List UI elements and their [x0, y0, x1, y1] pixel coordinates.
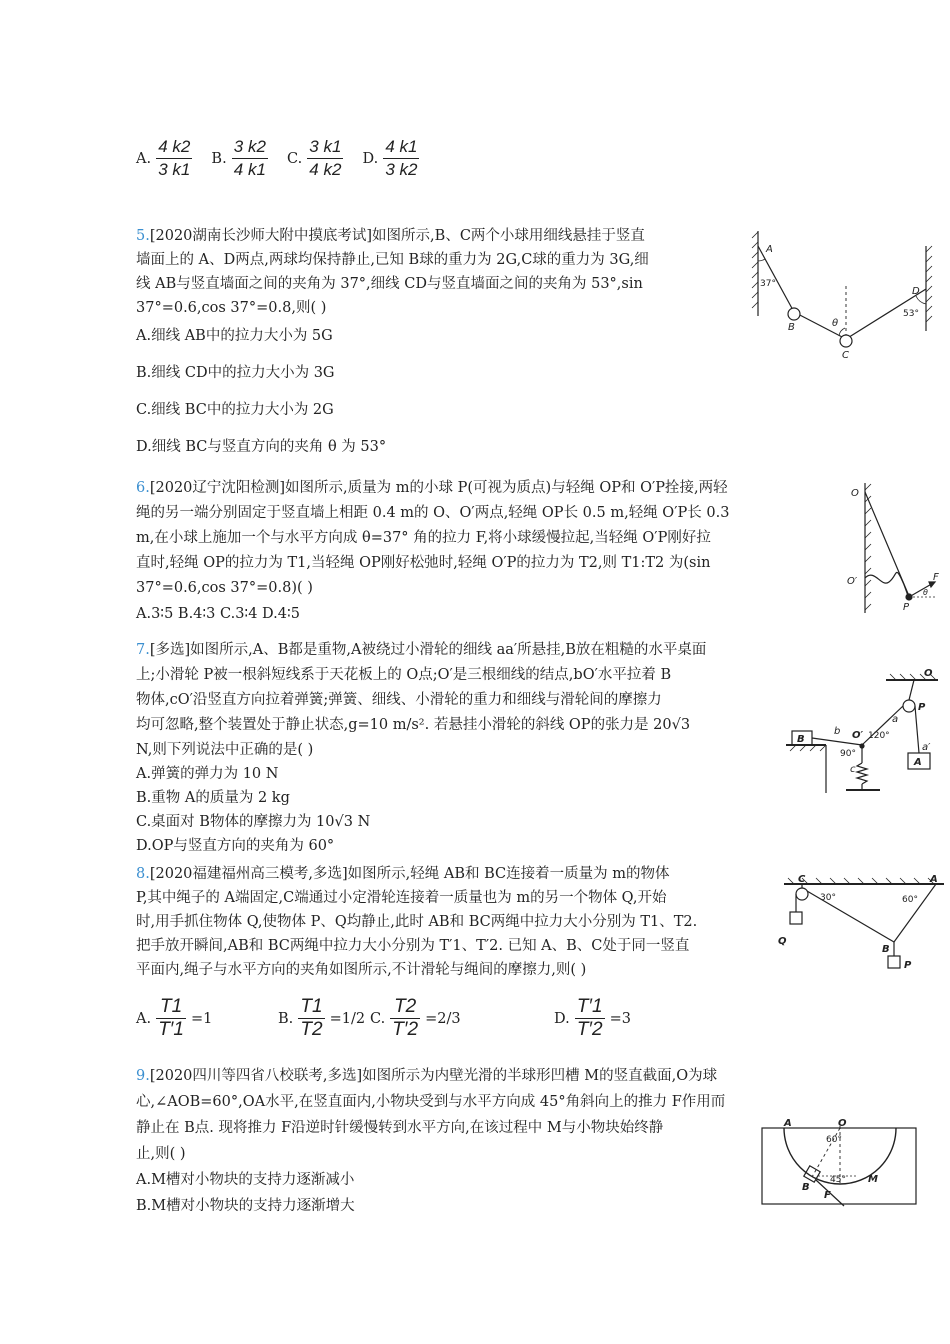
q7-line-2: 上;小滑轮 P被一根斜短线系于天花板上的 O点;O′是三根细线的结点,bO′水平拉着 B [136, 667, 672, 683]
q9-figure [760, 1118, 920, 1208]
q5-option-d: D.细线 BC与竖直方向的夹角 θ 为 53° [136, 439, 387, 455]
q6-line-5: 37°=0.6,cos 37°=0.8)( ) [136, 580, 313, 596]
q9-fig-label-a: A [784, 1118, 792, 1129]
q9-fig-label-b: B [802, 1182, 810, 1193]
q7-option-b: B.重物 A的质量为 2 kg [136, 790, 290, 806]
question-6 [136, 476, 729, 626]
q4-options [136, 136, 419, 181]
q4-option-d-label: D. [362, 151, 379, 167]
q5-line-3: 线 AB与竖直墙面之间的夹角为 37°,细线 CD与竖直墙面之间的夹角为 53°,sin [136, 276, 643, 292]
q6-fig-label-o-prime: O′ [847, 576, 858, 587]
q9-fig-label-f: F [824, 1190, 831, 1201]
q9-fig-label-o: O [838, 1118, 847, 1129]
q6-line-3: m,在小球上施加一个与水平方向成 θ=37° 角的拉力 F,将小球缓慢拉起,当轻绳 O′P刚好拉 [136, 530, 711, 546]
q4-option-b-fraction: $\frac{3 k2}{4 k1}$ [233, 137, 266, 179]
q8-line-3: 时,用手抓住物体 Q,使物体 P、Q均静止,此时 AB和 BC两绳中拉力大小分别为 T1、T2. [136, 914, 698, 930]
q9-line-3: 静止在 B点. 现将推力 F沿逆时针缓慢转到水平方向,在该过程中 M与小物块始终静 [136, 1120, 664, 1136]
q6-line-4: 直时,轻绳 OP的拉力为 T1,当轻绳 OP刚好松弛时,轻绳 O′P的拉力为 T2,则 T1:T2 为(sin [136, 555, 711, 571]
q8-line-1: 8.[2020福建福州高三模考,多选]如图所示,轻绳 AB和 BC连接着一质量为 m的物体 [136, 866, 670, 882]
q6-fig-label-p: P [903, 602, 910, 613]
q6-fig-theta: θ [923, 588, 928, 597]
q5-option-c: C.细线 BC中的拉力大小为 2G [136, 402, 334, 418]
q7-fig-angle-90: 90° [840, 749, 856, 759]
q8-fig-label-b: B [882, 944, 890, 955]
q4-option-a-fraction: $\frac{4 k2}{3 k1}$ [158, 137, 191, 179]
q9-fig-label-m: M [868, 1174, 878, 1185]
q4-option-d-fraction: $\frac{4 k1}{3 k2}$ [385, 137, 418, 179]
q7-fig-label-p: P [918, 702, 926, 713]
q7-fig-angle-120: 120° [868, 731, 890, 741]
q8-line-4: 把手放开瞬间,AB和 BC两绳中拉力大小分别为 T′1、T′2. 已知 A、B、C处于同一竖直 [136, 938, 690, 954]
q8-line-5: 平面内,绳子与水平方向的夹角如图所示,不计滑轮与绳间的摩擦力,则( ) [136, 962, 587, 978]
question-9 [136, 1064, 725, 1218]
q8-figure [776, 872, 946, 972]
q6-number: 6. [136, 480, 150, 496]
q6-fig-label-o: O [851, 488, 859, 499]
question-8 [136, 862, 697, 982]
q8-option-b: B. $\frac{T1}{T2}$ =1/2 [278, 996, 366, 1040]
q6-line-2: 绳的另一端分别固定于竖直墙上相距 0.4 m的 O、O′两点,轻绳 OP长 0.5 m,轻绳 O′P长 0.3 [136, 505, 730, 521]
q9-number: 9. [136, 1068, 150, 1084]
q7-option-a: A.弹簧的弹力为 10 N [136, 766, 279, 782]
q7-fig-label-mass-b: B [797, 734, 805, 745]
q5-fig-label-b: B [788, 322, 795, 333]
q4-option-c-label: C. [287, 151, 303, 167]
q7-figure [786, 668, 946, 798]
q5-fig-label-c: C [842, 350, 849, 361]
q6-fig-label-f: F [933, 572, 939, 583]
q5-fig-label-a: A [766, 244, 773, 255]
q4-option-a-label: A. [136, 151, 152, 167]
q6-line-1: 6.[2020辽宁沈阳检测]如图所示,质量为 m的小球 P(可视为质点)与轻绳 OP和 O′P拴接,两轻 [136, 480, 728, 496]
q5-fig-label-d: D [912, 286, 920, 297]
question-5 [136, 224, 649, 459]
q9-option-b: B.M槽对小物块的支持力逐渐增大 [136, 1198, 355, 1214]
q7-fig-label-mass-a: A [914, 757, 922, 768]
q7-line-5: N,则下列说法中正确的是( ) [136, 742, 314, 758]
q8-fig-label-p: P [904, 960, 912, 971]
q9-line-1: 9.[2020四川等四省八校联考,多选]如图所示为内壁光滑的半球形凹槽 M的竖直截面,O为球 [136, 1068, 718, 1084]
q8-line-2: P,其中绳子的 A端固定,C端通过小定滑轮连接着一质量也为 m的另一个物体 Q,开始 [136, 890, 667, 906]
q8-fig-label-a: A [930, 874, 938, 885]
q8-option-d: D. $\frac{T'1}{T'2}$ =3 [554, 996, 632, 1040]
q9-line-4: 止,则( ) [136, 1146, 186, 1162]
q5-option-a: A.细线 AB中的拉力大小为 5G [136, 328, 333, 344]
q8-fig-label-c: C [798, 874, 806, 885]
q9-option-a: A.M槽对小物块的支持力逐渐减小 [136, 1172, 355, 1188]
q6-options: A.3∶5 B.4∶3 C.3∶4 D.4∶5 [136, 606, 300, 622]
q5-line-1: 5.[2020湖南长沙师大附中摸底考试]如图所示,B、C两个小球用细线悬挂于竖直 [136, 228, 645, 244]
q7-option-c: C.桌面对 B物体的摩擦力为 10√3 N [136, 814, 371, 830]
q5-fig-angle-37: 37° [760, 279, 776, 289]
q7-number: 7. [136, 642, 150, 658]
q8-option-a: A. $\frac{T1}{T'1}$ =1 [136, 996, 213, 1040]
q5-option-b: B.细线 CD中的拉力大小为 3G [136, 365, 335, 381]
q6-figure [845, 478, 945, 618]
q5-fig-theta: θ [832, 318, 839, 329]
q7-fig-label-a: a [892, 714, 899, 725]
q9-fig-angle-45: 45° [830, 1175, 846, 1185]
q4-option-c-fraction: $\frac{3 k1}{4 k2}$ [309, 137, 342, 179]
q7-fig-label-b: b [834, 726, 841, 737]
q5-number: 5. [136, 228, 150, 244]
q7-fig-label-a-prime: a′ [922, 742, 931, 753]
q7-fig-label-o: O [924, 668, 933, 679]
q7-option-d: D.OP与竖直方向的夹角为 60° [136, 838, 335, 854]
question-7 [136, 638, 706, 858]
q7-fig-label-c: c [850, 764, 856, 775]
q5-line-2: 墙面上的 A、D两点,两球均保持静止,已知 B球的重力为 2G,C球的重力为 3G,细 [136, 252, 649, 268]
q7-line-1: 7.[多选]如图所示,A、B都是重物,A被绕过小滑轮的细线 aa′所悬挂,B放在粗糙的水平桌面 [136, 642, 707, 658]
q7-line-4: 均可忽略,整个装置处于静止状态,g=10 m/s². 若悬挂小滑轮的斜线 OP的张力是 20√3 [136, 717, 691, 733]
q8-fig-angle-60: 60° [902, 895, 918, 905]
q9-line-2: 心,∠AOB=60°,OA水平,在竖直面内,小物块受到与水平方向成 45°角斜向上的推力 F作用而 [136, 1094, 726, 1110]
q7-line-3: 物体,cO′沿竖直方向拉着弹簧;弹簧、细线、小滑轮的重力和细线与滑轮间的摩擦力 [136, 692, 662, 708]
q8-options [136, 996, 636, 1046]
q7-fig-label-o-prime: O′ [852, 730, 864, 741]
q8-fig-angle-30: 30° [820, 893, 836, 903]
q4-option-b-label: B. [211, 151, 227, 167]
q5-line-4: 37°=0.6,cos 37°=0.8,则( ) [136, 300, 327, 316]
q9-fig-angle-60: 60° [826, 1135, 842, 1145]
q5-figure [748, 226, 938, 366]
q8-fig-label-q: Q [778, 936, 787, 947]
q5-fig-angle-53: 53° [903, 309, 919, 319]
q8-option-c: C. $\frac{T2}{T'2}$ =2/3 [370, 996, 461, 1040]
q8-number: 8. [136, 866, 150, 882]
